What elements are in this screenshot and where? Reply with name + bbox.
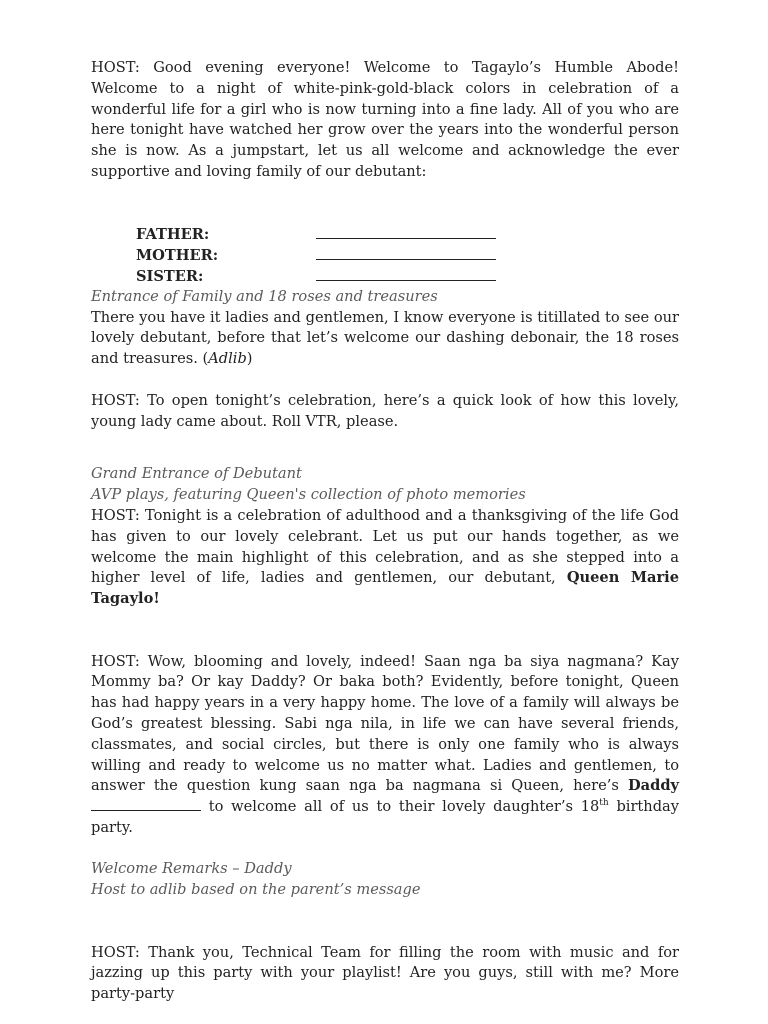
debutant-name: Queen Marie Tagaylo! (91, 569, 679, 608)
daddy-label: Daddy (628, 777, 679, 795)
name-blank-line (91, 798, 201, 811)
adlib-note: Adlib (208, 350, 247, 368)
name-blank-line (316, 224, 496, 239)
family-list (91, 224, 679, 286)
stage-cue-host-adlib: Host to adlib based on the parent’s message (91, 881, 421, 899)
script-content (91, 58, 679, 1005)
ordinal-suffix: th (599, 798, 609, 809)
name-blank-line (316, 245, 496, 260)
stage-cue-family-entrance: Entrance of Family and 18 roses and treasures (91, 287, 438, 305)
family-label: MOTHER: (136, 247, 219, 265)
host-opening-paragraph: HOST: Good evening everyone! Welcome to Tagaylo’s Humble Abode! Welcome to a night of white-pink-gold-black colors in celebration of a wonderful life for a girl who is now turning into a fine lady. All of you who are here tonight have watched her grow over the years into the wonderful person she is now. As a jumpstart, let us all welcome and acknowledge the ever supportive and loving family of our debutant: (91, 59, 679, 180)
technical-team-paragraph: HOST: Thank you, Technical Team for filling the room with music and for jazzing up this party with your playlist! Are you guys, still with me? More party-party (91, 943, 679, 1003)
family-label: SISTER: (136, 267, 204, 285)
stage-cue-avp: AVP plays, featuring Queen's collection of photo memories (91, 486, 526, 504)
debutant-intro-paragraph: HOST: Tonight is a celebration of adulthood and a thanksgiving of the life God has given to our lovely celebrant. Let us put our hands together, as we welcome the main highlight of this celebration, and as she stepped into a higher level of life, ladies and gentlemen, our debutant, Queen Marie Tagaylo! (91, 506, 679, 608)
name-blank-line (316, 266, 496, 281)
roses-treasures-paragraph: There you have it ladies and gentlemen, I know everyone is titillated to see our lovely debutant, before that let’s welcome our dashing debonair, the 18 roses and treasures. (Adlib) (91, 308, 679, 368)
stage-cue-grand-entrance: Grand Entrance of Debutant (91, 465, 302, 483)
family-label: FATHER: (136, 226, 210, 244)
family-row-mother (136, 245, 679, 266)
stage-cue-welcome-remarks: Welcome Remarks – Daddy (91, 860, 292, 878)
vtr-paragraph: HOST: To open tonight’s celebration, here’s a quick look of how this lovely, young lady came about. Roll VTR, please. (91, 391, 679, 430)
family-tribute-paragraph: HOST: Wow, blooming and lovely, indeed! Saan nga ba siya nagmana? Kay Mommy ba? Or kay Daddy? Or baka both? Evidently, before tonight, Queen has had happy years in a very happy home. The love of a family will always be God’s greatest blessing. Sabi nga nila, in life we can have several friends, classmates, and social circles, but there is only one family who is always willing and ready to welcome us no matter what. Ladies and gentlemen, to answer the question kung saan nga ba nagmana si Queen, here’s Daddy to welcome all of us to their lovely daughter’s 18th birthday party. (91, 652, 679, 836)
family-row-sister (136, 266, 679, 287)
family-row-father (136, 224, 679, 245)
